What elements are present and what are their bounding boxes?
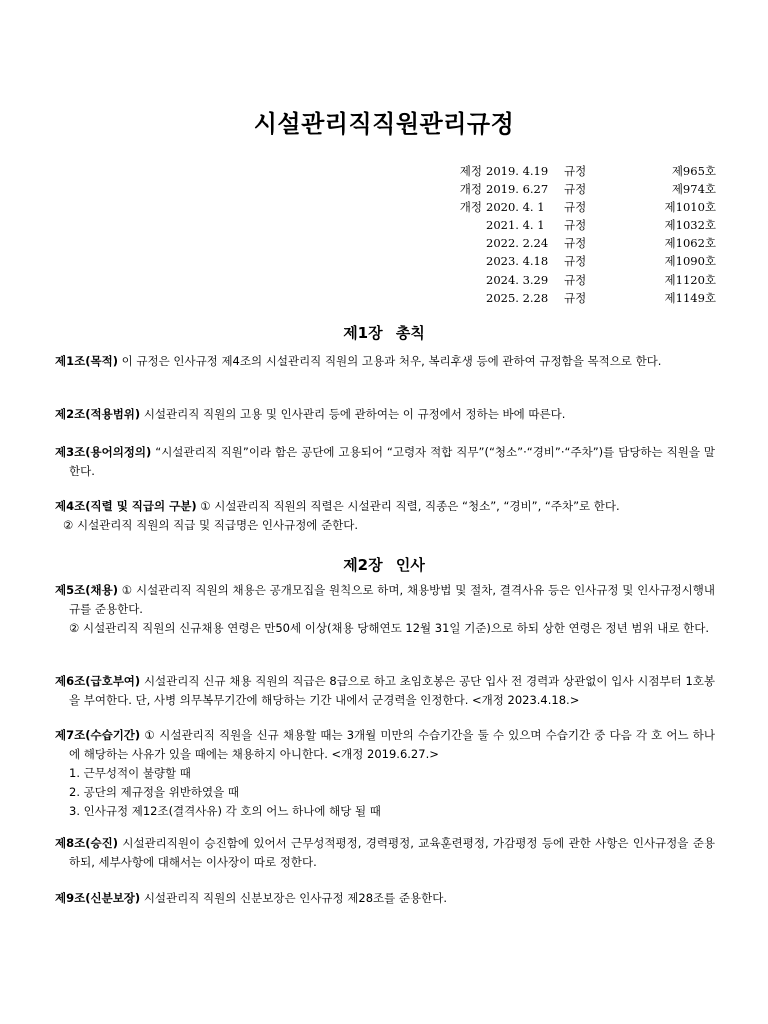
history-row: [450, 234, 716, 252]
history-kind: 규정: [564, 182, 587, 197]
article-1: [55, 352, 715, 371]
article-text: 이 규정은 인사규정 제4조의 시설관리직 직원의 고용과 처우, 복리후생 등에 관하여 규정함을 목적으로 한다.: [117, 354, 662, 368]
history-date: 2019. 6.27: [486, 182, 549, 197]
history-date: 2022. 2.24: [486, 236, 549, 251]
article-subparagraph: ② 시설관리직 직원의 신규채용 연령은 만50세 이상(채용 당해연도 12월 31일 기준)으로 하되 상한 연령은 정년 범위 내로 한다.: [69, 621, 709, 635]
chapter-heading-1: 제1장 총칙: [343, 324, 425, 342]
article-text: 시설관리직 직원의 고용 및 인사관리 등에 관하여는 이 규정에서 정하는 바에 따른다.: [140, 407, 566, 421]
article-text: “시설관리직 직원”이라 함은 공단에 고용되어 “고령자 적합 직무”(“청소”·“경비”·“주차”)를 담당하는 직원을 말한다.: [69, 445, 715, 478]
history-type: [450, 289, 486, 307]
article-heading: 제7조(수습기간): [55, 728, 141, 742]
article-heading: 제3조(용어의정의): [55, 445, 152, 459]
article-paragraph: [55, 581, 715, 619]
history-kind: 규정: [564, 164, 587, 178]
article-heading: 제9조(신분보장): [55, 891, 141, 905]
article-3: [55, 443, 715, 481]
history-kind: 규정: [564, 236, 587, 251]
article-paragraph: [55, 352, 715, 371]
article-heading: 제8조(승진): [55, 836, 118, 850]
history-number: 제1149호: [664, 290, 716, 305]
history-row: [450, 252, 716, 270]
chapter-heading-2: 제2장 인사: [343, 556, 425, 574]
article-paragraph: [55, 889, 715, 908]
list-item: 2. 공단의 제규정을 위반하였을 때: [69, 785, 240, 799]
article-text: 시설관리직원이 승진함에 있어서 근무성적평정, 경력평정, 교육훈련평정, 가감평정 등에 관한 사항은 인사규정을 준용하되, 세부사항에 대해서는 이사장이 따로 정한다.: [69, 836, 715, 869]
history-number: 제1032호: [664, 218, 716, 233]
history-type: [450, 252, 486, 270]
article-heading: 제5조(채용): [55, 583, 118, 597]
history-kind: 규정: [564, 218, 587, 233]
history-date: 2023. 4.18: [486, 254, 549, 269]
history-number: 제974호: [671, 182, 716, 197]
history-number: 제1120호: [664, 272, 716, 287]
history-type: [450, 271, 486, 289]
article-2: [55, 405, 715, 424]
article-paragraph: [55, 405, 715, 424]
article-paragraph: [55, 497, 715, 516]
history-type: [450, 234, 486, 252]
history-kind: 규정: [564, 272, 587, 287]
history-kind: 규정: [564, 200, 587, 215]
history-date: 2025. 2.28: [486, 290, 549, 305]
history-row: [450, 162, 716, 180]
article-4: [55, 497, 715, 535]
history-row: [450, 216, 716, 234]
history-row: [450, 271, 716, 289]
history-date: 2021. 4. 1: [486, 218, 545, 233]
history-row: [450, 198, 716, 216]
article-8: [55, 834, 715, 872]
history-number: 제1090호: [664, 254, 716, 269]
history-number: 제1062호: [664, 236, 716, 251]
history-number: 제965호: [671, 164, 716, 178]
revision-history: [450, 162, 716, 307]
article-paragraph: [55, 443, 715, 481]
article-text: ① 시설관리직 직원의 직렬은 시설관리 직렬, 직종은 “청소”, “경비”, “주차”로 한다.: [196, 499, 620, 513]
history-date: 2024. 3.29: [486, 272, 549, 287]
article-heading: 제2조(적용범위): [55, 407, 141, 421]
article-heading: 제6조(급호부여): [55, 674, 141, 688]
history-row: [450, 180, 716, 198]
history-type: 개정: [459, 182, 482, 197]
article-heading: 제4조(직렬 및 직급의 구분): [55, 499, 197, 513]
article-paragraph: [55, 672, 715, 710]
article-heading: 제1조(목적): [55, 354, 118, 368]
list-item: 3. 인사규정 제12조(결격사유) 각 호의 어느 하나에 해당 될 때: [69, 804, 381, 818]
history-date: 2019. 4.19: [486, 164, 549, 178]
article-6: [55, 672, 715, 710]
article-paragraph: [55, 834, 715, 872]
article-7: [55, 726, 715, 821]
history-type: 제정: [459, 164, 482, 178]
history-type: [450, 216, 486, 234]
history-kind: 규정: [564, 290, 587, 305]
article-text: ① 시설관리직 직원을 신규 채용할 때는 3개월 미만의 수습기간을 둘 수 있으며 수습기간 중 다음 각 호 어느 하나에 해당하는 사유가 있을 때에는 채용하지 아니한다. <개정 2019.6.27.>: [69, 728, 715, 761]
article-5: [55, 581, 715, 638]
article-text: ① 시설관리직 직원의 채용은 공개모집을 원칙으로 하며, 채용방법 및 절차, 결격사유 등은 인사규정 및 인사규정시행내규를 준용한다.: [69, 583, 715, 616]
history-type: 개정: [459, 200, 482, 215]
list-item: 1. 근무성적이 불량할 때: [69, 766, 191, 780]
article-subparagraph: ② 시설관리직 직원의 직급 및 직급명은 인사규정에 준한다.: [63, 518, 359, 532]
history-row: [450, 289, 716, 307]
history-kind: 규정: [564, 254, 587, 269]
history-date: 2020. 4. 1: [486, 200, 545, 215]
article-paragraph: [55, 726, 715, 764]
history-number: 제1010호: [664, 200, 716, 215]
article-9: [55, 889, 715, 908]
article-text: 시설관리직 직원의 신분보장은 인사규정 제28조를 준용한다.: [140, 891, 448, 905]
article-text: 시설관리직 신규 채용 직원의 직급은 8급으로 하고 초임호봉은 공단 입사 전 경력과 상관없이 입사 시점부터 1호봉을 부여한다. 단, 사병 의무복무기간에 해당하는 기간 내에서 군경력을 인정한다. <개정 2023.4.18.>: [69, 674, 715, 707]
document-title: 시설관리직직원관리규정: [253, 110, 515, 138]
